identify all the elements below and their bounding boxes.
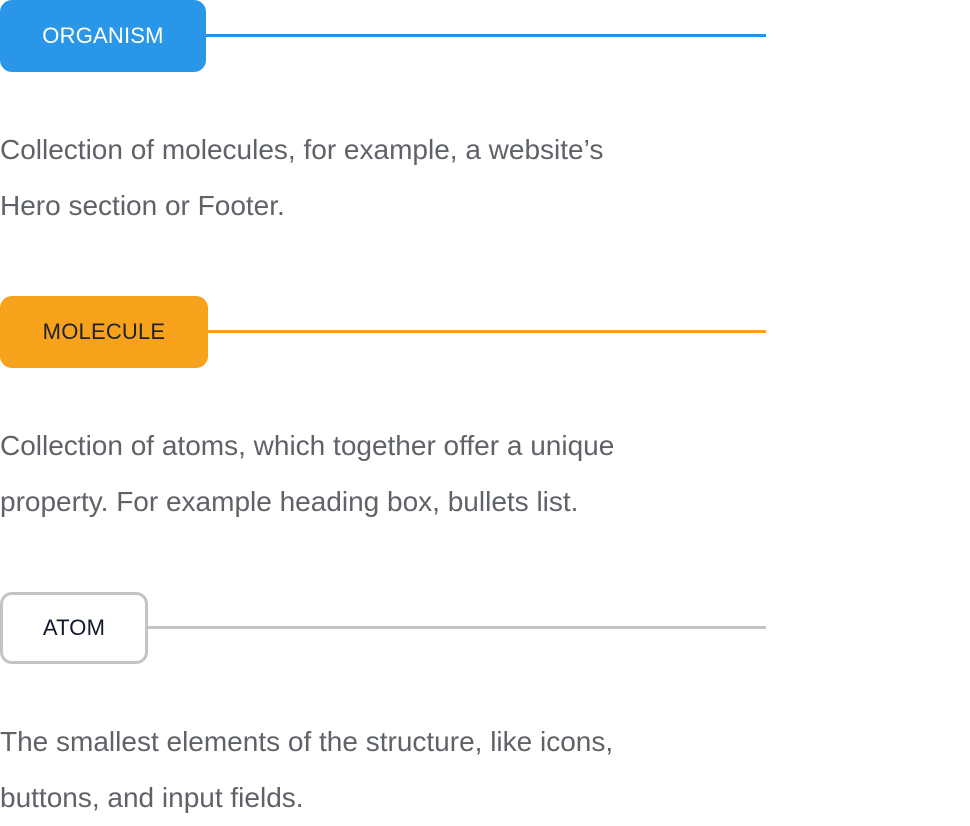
atom-header [0,592,970,664]
atom-divider [148,626,766,629]
molecule-badge: MOLECULE [0,296,208,368]
molecule-header [0,296,970,368]
organism-header [0,0,970,72]
molecule-description [0,418,760,530]
organism-description [0,122,760,234]
molecule-description-line-1: Collection of atoms, which together offer a unique [0,430,615,461]
molecule-divider [208,330,766,333]
organism-section [0,0,970,221]
organism-description-line-2: Hero section or Footer. [0,190,285,221]
atom-badge: ATOM [0,592,148,664]
atom-description-line-1: The smallest elements of the structure, like icons, [0,726,614,757]
organism-badge: ORGANISM [0,0,206,72]
atom-description-line-2: buttons, and input fields. [0,782,304,813]
molecule-description-line-2: property. For example heading box, bullets list. [0,486,579,517]
organism-description-line-1: Collection of molecules, for example, a website’s [0,134,604,165]
organism-divider [206,34,766,37]
atom-description [0,714,760,826]
atom-section [0,592,970,813]
molecule-section [0,296,970,517]
